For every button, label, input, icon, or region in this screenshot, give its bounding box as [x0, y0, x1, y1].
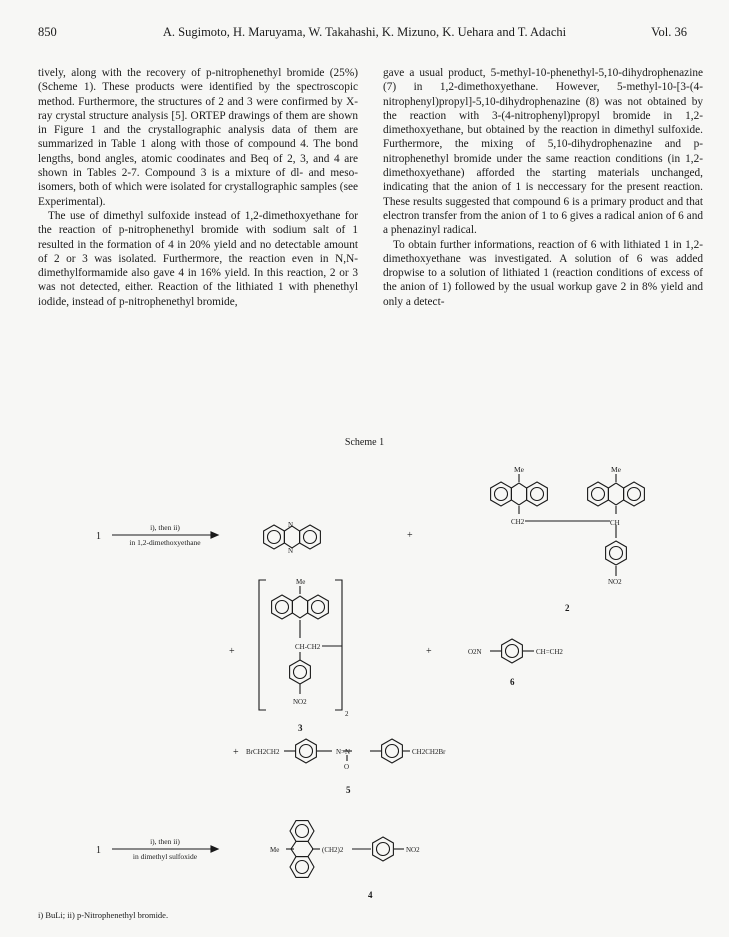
volume-label: Vol. 36 — [651, 25, 687, 39]
compound-label-3: 3 — [298, 723, 303, 733]
compound-label-6: 6 — [510, 677, 515, 687]
svg-text:2: 2 — [345, 710, 349, 718]
svg-text:BrCH2CH2: BrCH2CH2 — [246, 748, 280, 756]
svg-text:i), then ii): i), then ii) — [150, 837, 180, 846]
svg-text:NO2: NO2 — [608, 578, 622, 586]
svg-text:Me: Me — [270, 846, 280, 854]
svg-text:CH2CH2Br: CH2CH2Br — [412, 748, 446, 756]
svg-text:N=N: N=N — [336, 748, 351, 756]
paragraph: tively, along with the recovery of p-nitrophenethyl bromide (25%) (Scheme 1). These products were identified by the spectroscopic method. Furthermore, the structures of 2 and 3 were confirmed by X-ray crystal structure analysis [5]. ORTEP drawings of them are shown in Figure 1 and the crystallographic analysis data of them are summarized in Table 1 along with those of compound 4. The bond lengths, bond angles, atomic coodinates and Beq of 2, 3, and 4 are shown in Tables 2-7. Compound 3 is a mixture of dl- and meso-isomers, both of which were isolated for crystallographic samples (see Experimental). — [38, 67, 358, 208]
reaction-scheme — [0, 450, 729, 910]
svg-text:(CH2)2: (CH2)2 — [322, 846, 344, 854]
svg-text:CH: CH — [610, 519, 620, 527]
svg-text:Me: Me — [296, 578, 306, 586]
left-column — [38, 66, 358, 309]
paragraph: gave a usual product, 5-methyl-10-phenethyl-5,10-dihydrophenazine (7) in 1,2-dimethoxyethane. However, 5-methyl-10-[3-(4-nitrophenyl)propyl]-5,10-dihydrophenazine (8) was not obtained by the reaction with 3-(4-nitrophenyl)propyl bromide in 1,2-dimethoxyethane, but obtained by the reaction in dimethyl sulfoxide. Furthermore, the mixing of 5,10-dihydrophenazine and p-nitrophenethyl bromide under the same reaction conditions (in 1,2-dimethoxyethane) afforded the starting materials unchanged, indicating that the anion of 1 is neccessary for the present reaction. These results suggested that compound 6 is a primary product and that electron transfer from the anion of 1 to 6 gives a radical anion of 6 and a phenazinyl radical. — [383, 67, 703, 237]
svg-text:NO2: NO2 — [293, 698, 307, 706]
svg-text:CH-CH2: CH-CH2 — [295, 643, 321, 651]
svg-text:NO2: NO2 — [406, 846, 420, 854]
scheme-title: Scheme 1 — [344, 437, 385, 448]
scheme-footnote: i) BuLi; ii) p-Nitrophenethyl bromide. — [38, 910, 169, 920]
svg-text:Me: Me — [514, 465, 524, 474]
running-header-authors: A. Sugimoto, H. Maruyama, W. Takahashi, K. Mizuno, K. Uehara and T. Adachi — [162, 25, 567, 39]
condition-below-2: in dimethyl sulfoxide — [132, 852, 198, 861]
paragraph: To obtain further informations, reaction of 6 with lithiated 1 in 1,2-dimethoxyethane was investigated. A solution of 6 was added dropwise to a solution of lithiated 1 (reaction conditions of excess of the anion of 1) followed by the usual workup gave 2 in 8% yield and only a detect- — [383, 238, 703, 308]
right-column — [383, 66, 703, 309]
svg-text:+: + — [426, 646, 432, 657]
svg-text:O2N: O2N — [468, 648, 482, 656]
svg-text:CH2: CH2 — [511, 518, 525, 526]
svg-text:+: + — [229, 646, 235, 657]
svg-text:+: + — [233, 747, 239, 758]
reactant-label-2: 1 — [96, 845, 101, 856]
svg-text:Me: Me — [611, 465, 621, 474]
page-number: 850 — [38, 25, 57, 39]
paragraph: The use of dimethyl sulfoxide instead of 1,2-dimethoxyethane for the reaction of p-nitrophenethyl bromide with sodium salt of 1 resulted in the formation of 4 in 20% yield and no detectable amount of 2 or 3 was isolated. Furthermore, the reaction even in N,N-dimethylformamide also gave 4 in 16% yield. In this reaction, 2 or 3 was not detected, either. Reaction of the lithiated 1 with phenethyl iodide, instead of p-nitrophenethyl bromide, — [38, 209, 358, 308]
condition-below-1: in 1,2-dimethoxyethane — [129, 538, 201, 547]
plus-sign: + — [407, 530, 413, 541]
svg-text:N: N — [288, 521, 294, 529]
svg-text:CH=CH2: CH=CH2 — [536, 648, 563, 656]
compound-4-structure — [286, 821, 404, 878]
svg-text:N: N — [288, 547, 294, 555]
compound-label-4: 4 — [368, 890, 373, 900]
svg-text:O: O — [344, 763, 350, 771]
reactant-label-1: 1 — [96, 531, 101, 542]
compound-6-structure — [490, 639, 534, 663]
compound-label-5: 5 — [346, 785, 351, 795]
reagent-above-1: i), then ii) — [150, 523, 180, 532]
compound-label-2: 2 — [565, 603, 570, 613]
